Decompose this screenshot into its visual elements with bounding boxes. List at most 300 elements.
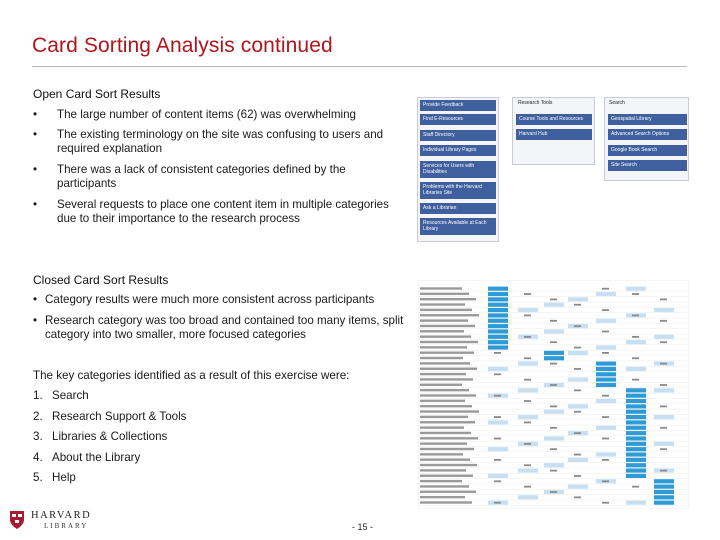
table-cell — [544, 474, 564, 478]
table-cell — [488, 335, 508, 339]
key-categories-intro: The key categories identified as a result of this exercise were: — [33, 369, 350, 382]
page-number: - 15 - — [352, 522, 374, 532]
table-cell — [544, 442, 564, 446]
table-cell — [568, 356, 588, 360]
table-cell — [626, 431, 646, 435]
table-cell — [626, 458, 646, 462]
cell-value — [660, 363, 667, 365]
list-item: • Research category was too broad and contained too many items, split category into two smaller, more focused categories — [33, 314, 404, 341]
table-cell — [544, 351, 564, 355]
table-cell — [488, 452, 508, 456]
table-cell — [626, 388, 646, 392]
table-cell — [654, 308, 674, 312]
table-cell — [568, 313, 588, 317]
title-divider — [32, 66, 687, 67]
table-cell — [568, 372, 588, 376]
table-cell — [654, 474, 674, 478]
table-cell — [488, 463, 508, 467]
table-cell — [488, 490, 508, 494]
table-cell — [568, 329, 588, 333]
table-cell — [544, 431, 564, 435]
table-cell — [654, 415, 674, 419]
row-label — [420, 335, 471, 337]
table-cell — [488, 319, 508, 323]
table-cell — [596, 410, 616, 414]
cell-value — [602, 331, 609, 333]
cell-value — [550, 427, 557, 429]
table-cell — [626, 442, 646, 446]
table-cell — [654, 356, 674, 360]
table-cell — [626, 415, 646, 419]
cell-value — [632, 336, 639, 338]
table-cell — [654, 463, 674, 467]
table-cell — [626, 399, 646, 403]
row-label — [420, 384, 462, 386]
table-cell — [596, 495, 616, 499]
card: Geospatial Library — [608, 114, 687, 125]
table-cell — [518, 479, 538, 483]
table-cell — [626, 394, 646, 398]
table-cell — [654, 329, 674, 333]
table-cell — [626, 287, 646, 291]
table-cell — [596, 383, 616, 387]
table-cell — [518, 303, 538, 307]
table-cell — [626, 367, 646, 371]
card: Site Search — [608, 160, 687, 171]
table-cell — [596, 485, 616, 489]
table-cell — [568, 335, 588, 339]
table-cell — [626, 495, 646, 499]
table-cell — [518, 458, 538, 462]
cell-value — [550, 491, 557, 493]
table-cell — [596, 319, 616, 323]
row-label — [420, 416, 468, 418]
table-cell — [518, 287, 538, 291]
table-cell — [568, 383, 588, 387]
open-sort-heading: Open Card Sort Results — [33, 87, 161, 101]
table-cell — [596, 335, 616, 339]
table-cell — [568, 490, 588, 494]
table-cell — [518, 501, 538, 505]
row-label — [420, 432, 471, 434]
row-label — [420, 426, 464, 428]
table-cell — [518, 426, 538, 430]
card: Course Tools and Resources — [516, 114, 592, 125]
table-cell — [544, 495, 564, 499]
cell-value — [550, 299, 557, 301]
row-label — [420, 298, 476, 300]
table-cell — [654, 485, 674, 489]
table-cell — [518, 308, 538, 312]
cell-value — [632, 486, 639, 488]
table-cell — [654, 287, 674, 291]
cell-value — [574, 432, 581, 434]
table-cell — [518, 490, 538, 494]
table-cell — [596, 426, 616, 430]
table-cell — [518, 495, 538, 499]
card: Individual Library Pages — [420, 145, 496, 156]
cell-value — [574, 475, 581, 477]
card: Advanced Search Options — [608, 129, 687, 140]
table-cell — [488, 345, 508, 349]
row-label — [420, 480, 462, 482]
table-cell — [568, 404, 588, 408]
closed-sort-heading: Closed Card Sort Results — [33, 273, 169, 287]
bullet-icon: • — [33, 163, 38, 176]
table-cell — [544, 388, 564, 392]
table-cell — [654, 420, 674, 424]
table-cell — [518, 362, 538, 366]
row-label — [420, 368, 477, 370]
row-label — [420, 378, 473, 380]
card: Find E-Resources — [420, 114, 496, 125]
row-label — [420, 501, 472, 503]
table-cell — [488, 442, 508, 446]
table-cell — [568, 394, 588, 398]
table-cell — [488, 474, 508, 478]
table-cell — [626, 490, 646, 494]
cell-value — [660, 299, 667, 301]
list-item: • The large number of content items (62) was overwhelming — [33, 108, 356, 121]
table-cell — [654, 479, 674, 483]
table-cell — [568, 463, 588, 467]
table-cell — [596, 362, 616, 366]
table-cell — [518, 372, 538, 376]
table-cell — [654, 442, 674, 446]
card: Problems with the Harvard Libraries Site — [420, 182, 496, 199]
table-cell — [626, 479, 646, 483]
table-cell — [596, 292, 616, 296]
table-cell — [654, 303, 674, 307]
column-header: Search — [609, 100, 625, 106]
table-cell — [654, 351, 674, 355]
table-cell — [544, 287, 564, 291]
table-cell — [626, 351, 646, 355]
table-cell — [488, 383, 508, 387]
row-label — [420, 410, 479, 412]
card: Provide Feedback — [420, 100, 496, 111]
table-cell — [626, 324, 646, 328]
row-label — [420, 362, 470, 364]
table-cell — [488, 485, 508, 489]
table-cell — [568, 501, 588, 505]
table-cell — [518, 388, 538, 392]
table-cell — [544, 308, 564, 312]
table-cell — [654, 399, 674, 403]
row-label — [420, 309, 472, 311]
table-cell — [568, 340, 588, 344]
table-cell — [568, 442, 588, 446]
row-label — [420, 293, 469, 295]
bullet-icon: • — [33, 108, 38, 121]
cell-value — [524, 336, 531, 338]
row-label — [420, 319, 468, 321]
list-item: 2. Research Support & Tools — [33, 409, 187, 423]
table-cell — [626, 383, 646, 387]
table-cell — [518, 319, 538, 323]
table-cell — [544, 335, 564, 339]
cell-value — [660, 384, 667, 386]
table-cell — [626, 463, 646, 467]
row-label — [420, 485, 469, 487]
table-cell — [568, 447, 588, 451]
cell-value — [602, 502, 609, 504]
table-cell — [488, 367, 508, 371]
table-cell — [488, 378, 508, 382]
cell-value — [602, 438, 609, 440]
table-cell — [544, 324, 564, 328]
open-sort-bullets — [33, 108, 403, 228]
cell-value — [550, 384, 557, 386]
row-label — [420, 491, 476, 493]
table-cell — [488, 404, 508, 408]
table-cell — [518, 447, 538, 451]
table-cell — [654, 324, 674, 328]
table-cell — [518, 367, 538, 371]
table-cell — [626, 345, 646, 349]
table-cell — [488, 287, 508, 291]
logo-text-harvard: HARVARD — [31, 510, 92, 521]
row-label — [420, 496, 465, 498]
table-cell — [488, 303, 508, 307]
table-cell — [654, 335, 674, 339]
table-cell — [654, 501, 674, 505]
table-cell — [518, 297, 538, 301]
table-cell — [626, 447, 646, 451]
list-item: 4. About the Library — [33, 450, 141, 464]
table-cell — [568, 362, 588, 366]
cell-value — [602, 395, 609, 397]
cell-value — [524, 379, 531, 381]
row-label — [420, 475, 473, 477]
table-cell — [626, 420, 646, 424]
row-label — [420, 448, 474, 450]
row-label — [420, 287, 462, 289]
row-label — [420, 421, 475, 423]
table-cell — [488, 308, 508, 312]
table-cell — [488, 313, 508, 317]
card-column-unsorted — [417, 97, 499, 242]
table-cell — [488, 329, 508, 333]
cell-value — [494, 352, 501, 354]
table-cell — [654, 431, 674, 435]
cell-value — [524, 422, 531, 424]
cell-value — [550, 320, 557, 322]
table-cell — [568, 415, 588, 419]
table-cell — [626, 436, 646, 440]
cell-value — [494, 459, 501, 461]
table-cell — [488, 399, 508, 403]
table-cell — [544, 458, 564, 462]
table-cell — [568, 351, 588, 355]
row-label — [420, 453, 463, 455]
table-cell — [654, 313, 674, 317]
table-cell — [568, 420, 588, 424]
table-cell — [654, 292, 674, 296]
table-cell — [596, 447, 616, 451]
cell-value — [660, 470, 667, 472]
closed-sort-bullets — [33, 293, 413, 344]
table-cell — [518, 324, 538, 328]
table-cell — [518, 415, 538, 419]
table-cell — [654, 458, 674, 462]
cell-value — [494, 373, 501, 375]
cell-value — [602, 416, 609, 418]
cell-value — [602, 309, 609, 311]
table-cell — [596, 356, 616, 360]
cell-value — [602, 459, 609, 461]
cell-value — [660, 427, 667, 429]
row-label — [420, 303, 465, 305]
table-cell — [518, 394, 538, 398]
table-cell — [488, 469, 508, 473]
table-cell — [568, 458, 588, 462]
table-cell — [596, 303, 616, 307]
cell-value — [550, 341, 557, 343]
row-label — [420, 394, 476, 396]
table-cell — [488, 324, 508, 328]
cell-value — [524, 464, 531, 466]
table-cell — [596, 463, 616, 467]
cell-value — [574, 368, 581, 370]
closed-sort-table-screenshot — [418, 280, 689, 509]
table-cell — [518, 436, 538, 440]
table-cell — [654, 345, 674, 349]
cell-value — [602, 288, 609, 290]
table-cell — [568, 378, 588, 382]
column-header: Research Tools — [518, 100, 553, 106]
cell-value — [660, 448, 667, 450]
table-cell — [654, 452, 674, 456]
table-cell — [544, 463, 564, 467]
row-label — [420, 325, 475, 327]
table-cell — [626, 469, 646, 473]
cell-value — [550, 448, 557, 450]
table-cell — [596, 469, 616, 473]
list-item: • The existing terminology on the site was confusing to users and required explanation — [33, 128, 384, 155]
cell-value — [494, 480, 501, 482]
table-cell — [654, 495, 674, 499]
card: Staff Directory — [420, 130, 496, 141]
table-cell — [544, 436, 564, 440]
table-cell — [518, 474, 538, 478]
table-cell — [596, 399, 616, 403]
bullet-icon: • — [33, 198, 38, 211]
table-cell — [488, 495, 508, 499]
cell-value — [632, 293, 639, 295]
table-cell — [626, 303, 646, 307]
table-cell — [544, 378, 564, 382]
cell-value — [660, 406, 667, 408]
row-label — [420, 330, 464, 332]
row-label — [420, 314, 479, 316]
row-label — [420, 469, 466, 471]
table-cell — [596, 388, 616, 392]
card-column-research-tools — [512, 97, 595, 165]
cell-value — [574, 411, 581, 413]
bullet-icon: • — [33, 314, 38, 327]
table-cell — [626, 297, 646, 301]
row-label — [420, 437, 478, 439]
cell-value — [602, 480, 609, 482]
table-cell — [544, 415, 564, 419]
harvard-shield-icon — [9, 510, 25, 530]
cell-value — [574, 389, 581, 391]
table-cell — [626, 410, 646, 414]
table-cell — [568, 399, 588, 403]
list-item: • Category results were much more consistent across participants — [33, 293, 375, 306]
table-cell — [518, 329, 538, 333]
cell-value — [494, 438, 501, 440]
cell-value — [574, 325, 581, 327]
results-table-grid — [418, 280, 689, 509]
table-cell — [626, 308, 646, 312]
table-cell — [626, 340, 646, 344]
card: Google Book Search — [608, 145, 687, 156]
cell-value — [574, 347, 581, 349]
table-cell — [596, 297, 616, 301]
table-cell — [626, 362, 646, 366]
table-cell — [544, 485, 564, 489]
table-cell — [626, 452, 646, 456]
logo-text-library: LIBRARY — [44, 522, 89, 530]
table-cell — [488, 426, 508, 430]
table-cell — [544, 292, 564, 296]
table-cell — [544, 501, 564, 505]
bullet-icon: • — [33, 128, 38, 141]
card: Services for Users with Disabilities — [420, 161, 496, 178]
list-item: • Several requests to place one content item in multiple categories due to their importance to the research process — [33, 198, 389, 225]
card: Ask a Librarian — [420, 203, 496, 214]
table-cell — [654, 490, 674, 494]
cell-value — [494, 395, 501, 397]
table-cell — [518, 351, 538, 355]
table-cell — [626, 319, 646, 323]
table-cell — [518, 383, 538, 387]
table-cell — [568, 485, 588, 489]
table-cell — [626, 404, 646, 408]
cell-value — [632, 379, 639, 381]
cell-value — [660, 341, 667, 343]
cell-value — [524, 400, 531, 402]
table-cell — [488, 388, 508, 392]
table-cell — [568, 287, 588, 291]
table-cell — [568, 319, 588, 323]
card: Harvard Hub — [516, 129, 592, 140]
table-cell — [596, 442, 616, 446]
list-item: • There was a lack of consistent categories defined by the participants — [33, 163, 346, 190]
table-cell — [544, 420, 564, 424]
table-cell — [596, 404, 616, 408]
table-cell — [654, 436, 674, 440]
table-cell — [544, 399, 564, 403]
table-cell — [544, 313, 564, 317]
table-cell — [626, 501, 646, 505]
cell-value — [524, 315, 531, 317]
table-cell — [596, 313, 616, 317]
row-label — [420, 357, 463, 359]
table-cell — [544, 410, 564, 414]
table-cell — [544, 345, 564, 349]
table-cell — [654, 367, 674, 371]
table-cell — [654, 372, 674, 376]
list-item: 3. Libraries & Collections — [33, 430, 168, 443]
table-cell — [488, 447, 508, 451]
table-cell — [568, 297, 588, 301]
table-cell — [488, 431, 508, 435]
table-cell — [654, 394, 674, 398]
row-label — [420, 400, 465, 402]
